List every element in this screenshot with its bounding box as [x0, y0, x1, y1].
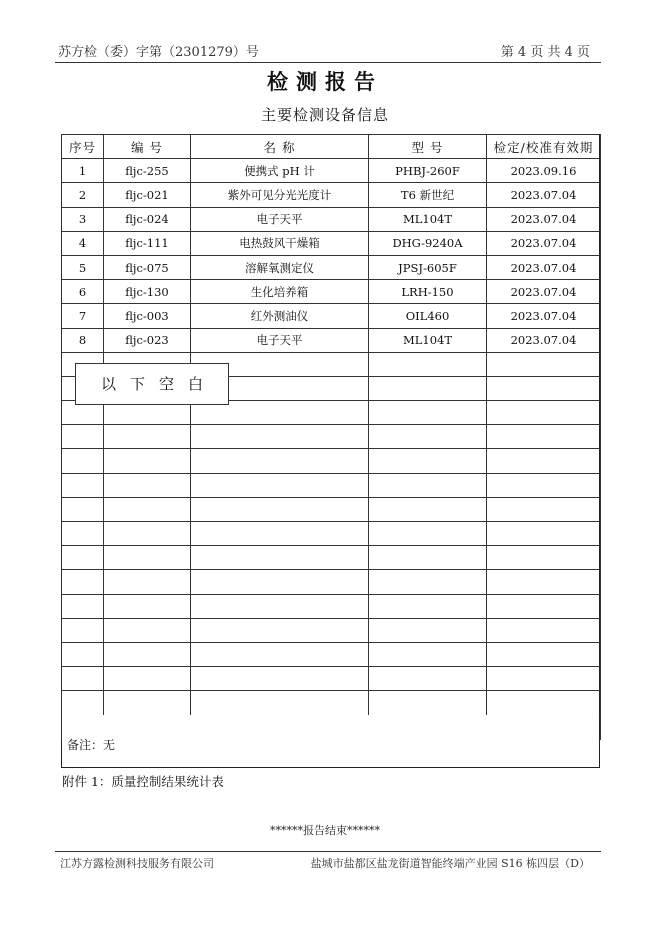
cell-name: 生化培养箱	[191, 280, 369, 304]
cell-validity	[487, 570, 601, 594]
cell-code: fljc-024	[104, 207, 191, 231]
cell-code	[104, 618, 191, 642]
cell-index	[62, 642, 104, 666]
cell-name: 紫外可见分光光度计	[191, 183, 369, 207]
cell-index: 1	[62, 159, 104, 183]
cell-name	[191, 691, 369, 715]
cell-index	[62, 522, 104, 546]
cell-index: 5	[62, 255, 104, 279]
empty-row	[62, 667, 601, 691]
cell-code	[104, 667, 191, 691]
cell-name	[191, 594, 369, 618]
cell-model: LRH-150	[369, 280, 487, 304]
cell-code	[104, 642, 191, 666]
cell-validity	[487, 473, 601, 497]
cell-index	[62, 594, 104, 618]
cell-validity	[487, 401, 601, 425]
cell-validity	[487, 642, 601, 666]
table-row	[62, 328, 601, 352]
cell-name: 红外测油仪	[191, 304, 369, 328]
report-number: 苏方检（委）字第（2301279）号	[58, 45, 259, 60]
cell-model	[369, 352, 487, 376]
cell-name: 电子天平	[191, 328, 369, 352]
cell-model	[369, 618, 487, 642]
table-row	[62, 255, 601, 279]
col-header-model: 型 号	[369, 135, 487, 159]
cell-code	[104, 691, 191, 715]
empty-row	[62, 546, 601, 570]
cell-validity: 2023.07.04	[487, 328, 601, 352]
cell-model	[369, 376, 487, 400]
cell-index	[62, 667, 104, 691]
cell-validity	[487, 546, 601, 570]
table-row	[62, 183, 601, 207]
empty-row	[62, 691, 601, 715]
cell-model	[369, 522, 487, 546]
cell-model: ML104T	[369, 207, 487, 231]
cell-model: T6 新世纪	[369, 183, 487, 207]
header-rule	[55, 62, 601, 63]
cell-name: 溶解氧测定仪	[191, 255, 369, 279]
cell-name	[191, 497, 369, 521]
cell-validity	[487, 376, 601, 400]
cell-model	[369, 594, 487, 618]
equipment-table	[61, 134, 601, 740]
cell-model: PHBJ-260F	[369, 159, 487, 183]
cell-index	[62, 570, 104, 594]
cell-validity: 2023.07.04	[487, 280, 601, 304]
empty-row	[62, 449, 601, 473]
cell-validity	[487, 425, 601, 449]
cell-index: 3	[62, 207, 104, 231]
remark-area	[62, 715, 599, 767]
remark-text: 备注：无	[67, 738, 116, 752]
cell-model: JPSJ-605F	[369, 255, 487, 279]
cell-name	[191, 667, 369, 691]
table-row	[62, 159, 601, 183]
cell-model: OIL460	[369, 304, 487, 328]
cell-validity: 2023.07.04	[487, 304, 601, 328]
cell-code: fljc-021	[104, 183, 191, 207]
empty-row	[62, 522, 601, 546]
cell-name	[191, 618, 369, 642]
cell-index	[62, 497, 104, 521]
cell-name	[191, 473, 369, 497]
cell-validity	[487, 667, 601, 691]
blank-below-notice: 以下空白	[75, 363, 229, 405]
cell-validity	[487, 352, 601, 376]
section-title: 主要检测设备信息	[260, 106, 389, 124]
cell-name	[191, 642, 369, 666]
cell-index: 4	[62, 231, 104, 255]
footer-address: 盐城市盐都区盐龙街道智能终端产业园 S16 栋四层（D）	[310, 857, 590, 870]
cell-index: 8	[62, 328, 104, 352]
cell-code	[104, 425, 191, 449]
empty-row	[62, 642, 601, 666]
footer-rule	[55, 851, 601, 852]
table-header-row	[62, 135, 601, 159]
cell-validity	[487, 497, 601, 521]
cell-model	[369, 497, 487, 521]
empty-row	[62, 570, 601, 594]
empty-row	[62, 473, 601, 497]
page-info: 第 4 页 共 4 页	[500, 45, 590, 60]
cell-code	[104, 522, 191, 546]
cell-code	[104, 594, 191, 618]
cell-index	[62, 425, 104, 449]
cell-model	[369, 642, 487, 666]
cell-validity	[487, 522, 601, 546]
cell-index	[62, 473, 104, 497]
cell-code	[104, 449, 191, 473]
cell-validity: 2023.07.04	[487, 207, 601, 231]
cell-index	[62, 618, 104, 642]
cell-name	[191, 546, 369, 570]
attachment-note: 附件 1：质量控制结果统计表	[62, 774, 224, 789]
cell-index	[62, 546, 104, 570]
col-header-code: 编 号	[104, 135, 191, 159]
cell-index	[62, 691, 104, 715]
empty-row	[62, 618, 601, 642]
cell-code	[104, 546, 191, 570]
cell-model	[369, 401, 487, 425]
cell-index: 7	[62, 304, 104, 328]
cell-code: fljc-111	[104, 231, 191, 255]
report-end-marker: ******报告结束******	[270, 824, 380, 837]
cell-code: fljc-255	[104, 159, 191, 183]
cell-model	[369, 425, 487, 449]
cell-code	[104, 497, 191, 521]
cell-name: 电热鼓风干燥箱	[191, 231, 369, 255]
cell-code: fljc-023	[104, 328, 191, 352]
table-row	[62, 207, 601, 231]
cell-index	[62, 449, 104, 473]
cell-validity: 2023.07.04	[487, 183, 601, 207]
cell-validity: 2023.09.16	[487, 159, 601, 183]
table-row	[62, 231, 601, 255]
cell-code	[104, 473, 191, 497]
cell-validity: 2023.07.04	[487, 231, 601, 255]
cell-index: 6	[62, 280, 104, 304]
cell-name	[191, 522, 369, 546]
empty-row	[62, 594, 601, 618]
empty-row	[62, 497, 601, 521]
col-header-index: 序号	[62, 135, 104, 159]
cell-model	[369, 546, 487, 570]
cell-name: 电子天平	[191, 207, 369, 231]
cell-validity	[487, 594, 601, 618]
cell-model	[369, 570, 487, 594]
cell-name: 便携式 pH 计	[191, 159, 369, 183]
cell-model	[369, 473, 487, 497]
cell-name	[191, 570, 369, 594]
cell-model: DHG-9240A	[369, 231, 487, 255]
col-header-name: 名 称	[191, 135, 369, 159]
cell-name	[191, 425, 369, 449]
footer-company: 江苏方露检测科技服务有限公司	[60, 857, 214, 870]
cell-code: fljc-130	[104, 280, 191, 304]
cell-model: ML104T	[369, 328, 487, 352]
cell-validity	[487, 618, 601, 642]
cell-name	[191, 449, 369, 473]
cell-code: fljc-075	[104, 255, 191, 279]
cell-validity	[487, 691, 601, 715]
cell-model	[369, 449, 487, 473]
cell-validity	[487, 449, 601, 473]
cell-validity: 2023.07.04	[487, 255, 601, 279]
report-title: 检测报告	[267, 69, 383, 94]
empty-row	[62, 425, 601, 449]
cell-code: fljc-003	[104, 304, 191, 328]
cell-model	[369, 667, 487, 691]
cell-model	[369, 691, 487, 715]
col-header-validity: 检定/校准有效期	[487, 135, 601, 159]
cell-code	[104, 570, 191, 594]
cell-index: 2	[62, 183, 104, 207]
table-row	[62, 280, 601, 304]
table-row	[62, 304, 601, 328]
